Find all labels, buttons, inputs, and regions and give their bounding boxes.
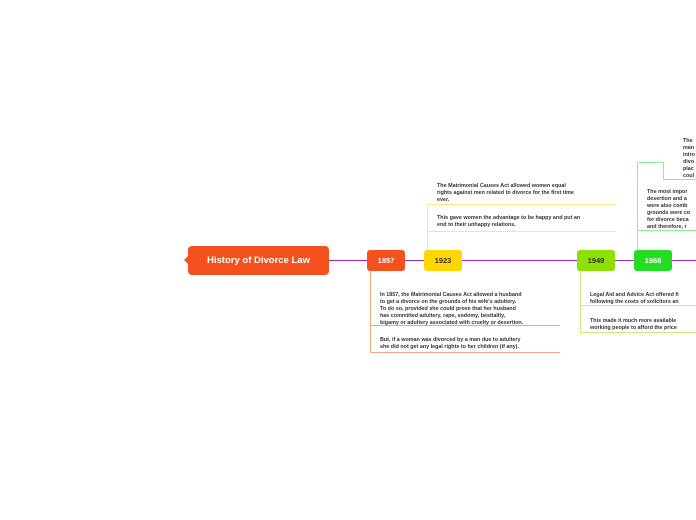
note-1968-grounds[interactable] bbox=[647, 189, 690, 231]
note-line: has committed adultery, rape, sodomy, bestiality, bbox=[380, 313, 506, 319]
note-line: she did not get any legal rights to her children (if any). bbox=[380, 344, 519, 350]
note-1857-children[interactable] bbox=[380, 337, 521, 351]
note-line: In 1857, the Matrimonial Causes Act allowed a husband bbox=[380, 292, 522, 298]
note-line: coul bbox=[683, 173, 695, 179]
note-line: grounds were co bbox=[647, 210, 691, 216]
note-line: Legal Aid and Advice Act offered fi bbox=[590, 292, 679, 298]
note-line: The Matrimonial Causes Act allowed women equal bbox=[437, 183, 566, 189]
year-node-label: 1923 bbox=[434, 256, 452, 265]
note-line: man bbox=[683, 145, 695, 151]
note-1923-advantage[interactable] bbox=[437, 215, 580, 229]
note-line: This gave women the advantage to be happy and put an bbox=[437, 215, 581, 221]
note-1923-act[interactable] bbox=[437, 183, 574, 204]
year-node-1968[interactable] bbox=[634, 250, 672, 271]
note-line: to get a divorce on the grounds of his wife's adultery. bbox=[380, 299, 517, 305]
note-1949-availability[interactable] bbox=[590, 318, 677, 332]
note-line: The most impor bbox=[647, 189, 688, 195]
year-node-1857[interactable] bbox=[367, 250, 405, 271]
note-line: ever. bbox=[437, 197, 450, 203]
note-line: This made it much more available bbox=[590, 318, 677, 324]
note-line: But, if a woman was divorced by a man due to adultery bbox=[380, 337, 521, 343]
note-line: end to their unhappy relations. bbox=[437, 222, 516, 228]
note-1857-act[interactable] bbox=[380, 292, 523, 327]
root-node-label: History of Divorce Law bbox=[207, 255, 310, 266]
note-line: for divorce beca bbox=[647, 217, 689, 223]
note-line: and therefore, r bbox=[647, 224, 687, 230]
note-line: rights against men related to divorce for the first time bbox=[437, 190, 574, 196]
year-node-label: 1949 bbox=[587, 256, 605, 265]
note-line: The bbox=[683, 138, 693, 144]
year-node-label: 1968 bbox=[644, 256, 662, 265]
note-line: divo bbox=[683, 159, 695, 165]
year-node-label: 1857 bbox=[377, 256, 395, 265]
note-line: bigamy or adultery associated with cruelty or desertion. bbox=[380, 320, 524, 326]
note-line: were also comb bbox=[647, 203, 688, 209]
root-node[interactable] bbox=[188, 246, 329, 275]
year-node-1949[interactable] bbox=[577, 250, 615, 271]
note-line: following the costs of solicitors an bbox=[590, 299, 679, 305]
note-1968-introduction[interactable] bbox=[683, 138, 695, 180]
year-node-1923[interactable] bbox=[424, 250, 462, 271]
note-line: intro bbox=[683, 152, 695, 158]
note-line: plac bbox=[683, 166, 694, 172]
note-line: working people to afford the price bbox=[590, 325, 677, 331]
note-line: desertion and a bbox=[647, 196, 687, 202]
note-1949-legal-aid[interactable] bbox=[590, 292, 679, 306]
note-line: To do so, provided she could prove that her husband bbox=[380, 306, 516, 312]
